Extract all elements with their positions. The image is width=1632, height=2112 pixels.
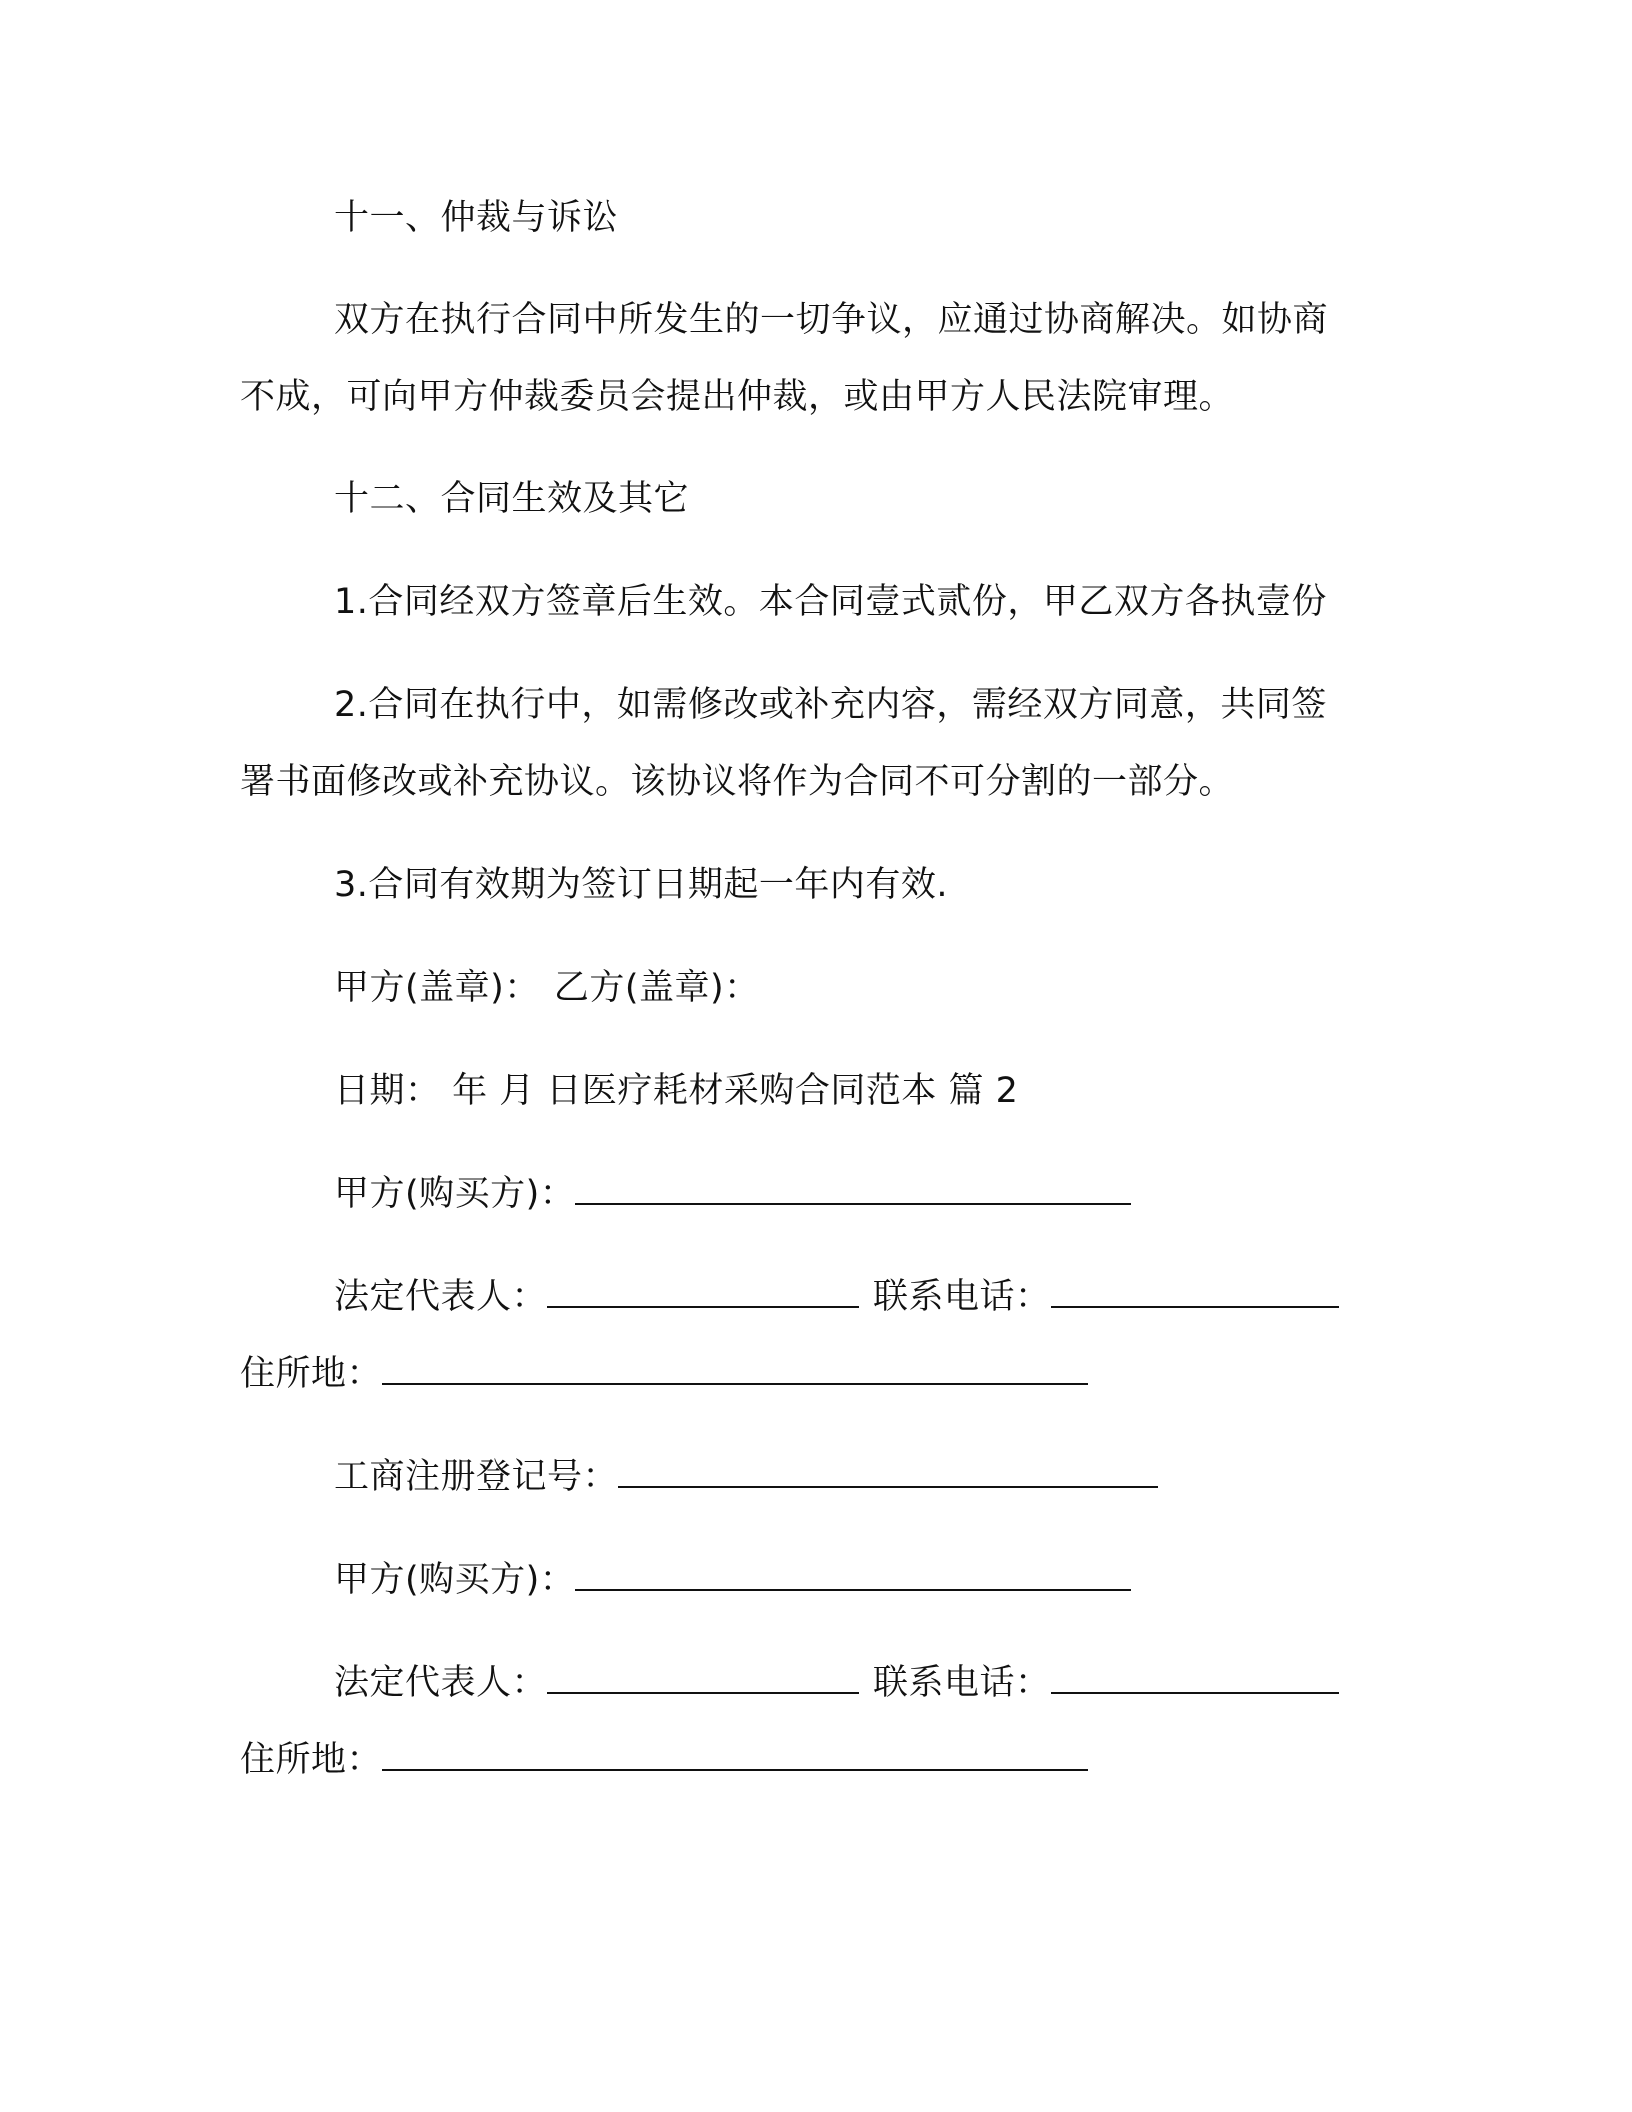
- date-line: 日期： 年 月 日医疗耗材采购合同范本 篇 2: [334, 1071, 1019, 1111]
- section-12-item-1: 1.合同经双方签章后生效。本合同壹式贰份，甲乙双方各执壹份: [334, 582, 1327, 622]
- phone-blank[interactable]: [1051, 1276, 1339, 1308]
- legal-rep-label: 法定代表人：: [334, 1663, 548, 1703]
- section-11-heading: 十一、仲裁与诉讼: [334, 198, 619, 238]
- address-line-2: [240, 1738, 1088, 1782]
- legal-rep-line-2: [334, 1661, 1339, 1705]
- buyer-label: 甲方(购买方)：: [334, 1174, 576, 1214]
- address-blank[interactable]: [382, 1353, 1088, 1385]
- reg-no-blank[interactable]: [618, 1456, 1158, 1488]
- phone-blank[interactable]: [1051, 1662, 1339, 1694]
- section-12-item-2-line-1: 2.合同在执行中，如需修改或补充内容，需经双方同意，共同签: [334, 685, 1327, 725]
- section-11-paragraph-line-1: 双方在执行合同中所发生的一切争议，应通过协商解决。如协商: [334, 300, 1329, 340]
- buyer-label: 甲方(购买方)：: [334, 1560, 576, 1600]
- seal-line: [334, 966, 760, 1010]
- address-blank[interactable]: [382, 1739, 1088, 1771]
- section-11-paragraph-line-2: 不成，可向甲方仲裁委员会提出仲裁，或由甲方人民法院审理。: [240, 377, 1235, 417]
- party-b-seal-label: 乙方(盖章)：: [553, 968, 760, 1008]
- address-line-1: [240, 1352, 1088, 1396]
- address-label: 住所地：: [240, 1740, 383, 1780]
- party-a-seal-label: 甲方(盖章)：: [334, 968, 540, 1008]
- buyer-line-2: [334, 1558, 1131, 1602]
- buyer-blank[interactable]: [575, 1559, 1131, 1591]
- legal-rep-line-1: [334, 1275, 1339, 1319]
- phone-label: 联系电话：: [873, 1277, 1051, 1317]
- legal-rep-label: 法定代表人：: [334, 1277, 548, 1317]
- reg-no-line: [334, 1455, 1158, 1499]
- phone-label: 联系电话：: [873, 1663, 1051, 1703]
- legal-rep-blank[interactable]: [547, 1662, 859, 1694]
- buyer-blank[interactable]: [575, 1173, 1131, 1205]
- section-12-item-3: 3.合同有效期为签订日期起一年内有效.: [334, 865, 949, 905]
- buyer-line-1: [334, 1172, 1131, 1216]
- address-label: 住所地：: [240, 1354, 383, 1394]
- section-12-item-2-line-2: 署书面修改或补充协议。该协议将作为合同不可分割的一部分。: [240, 762, 1235, 802]
- legal-rep-blank[interactable]: [547, 1276, 859, 1308]
- reg-no-label: 工商注册登记号：: [334, 1457, 619, 1497]
- section-12-heading: 十二、合同生效及其它: [334, 479, 690, 519]
